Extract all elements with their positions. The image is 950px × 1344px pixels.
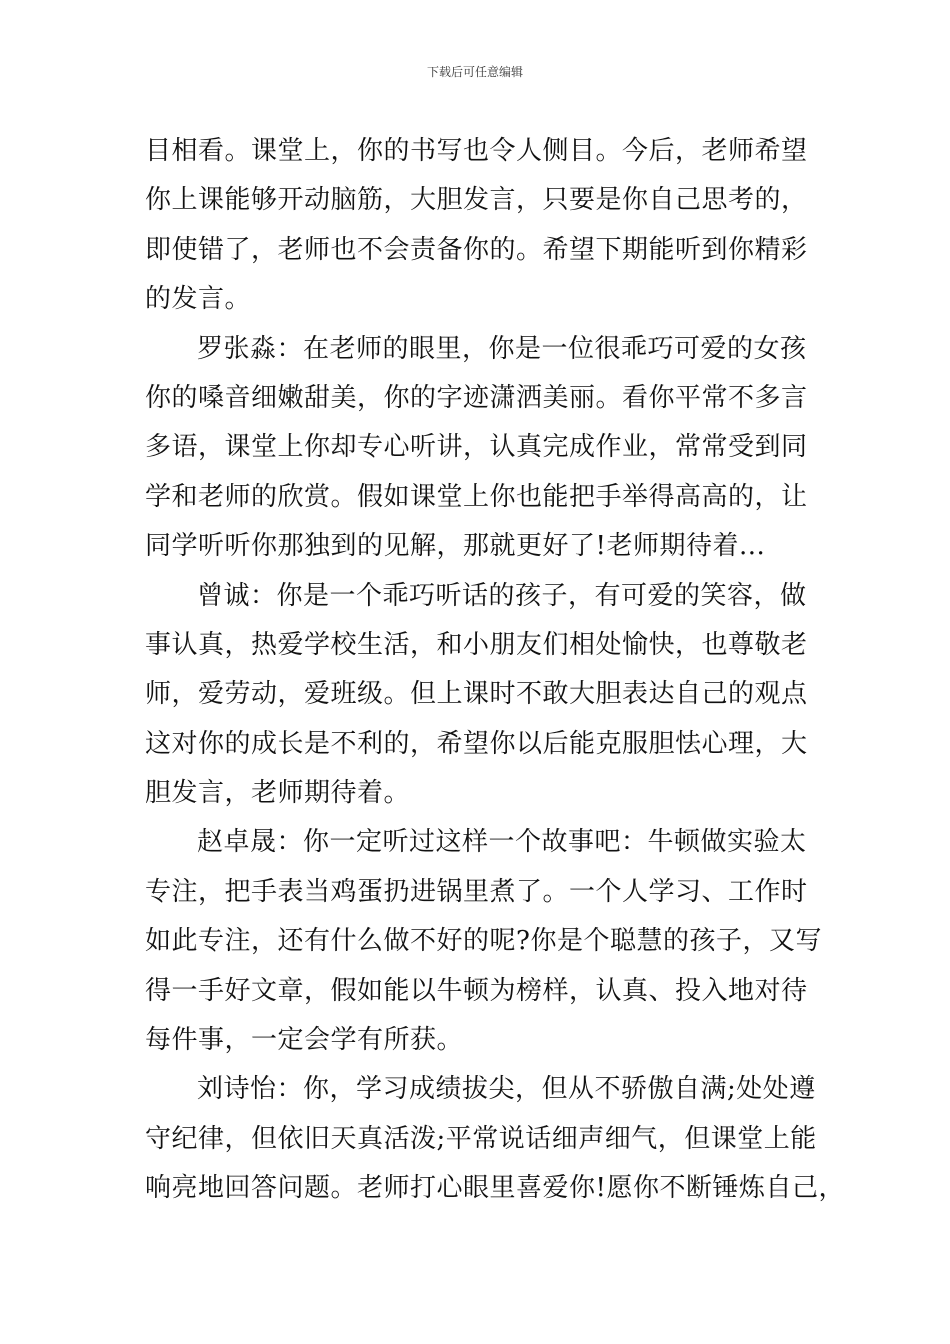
paragraph-continuation xyxy=(145,127,815,325)
text-line: 这对你的成长是不利的，希望你以后能克服胆怯心理，大 xyxy=(145,728,808,759)
text-line: 曾诚：你是一个乖巧听话的孩子，有可爱的笑容，做 xyxy=(197,580,807,611)
paragraph-zhao-zhuosheng xyxy=(145,818,822,1065)
text-line: 学和老师的欣赏。假如课堂上你也能把手举得高高的，让 xyxy=(145,481,808,512)
text-line: 如此专注，还有什么做不好的呢?你是个聪慧的孩子，又写 xyxy=(145,926,822,957)
text-line: 目相看。课堂上，你的书写也令人侧目。今后，老师希望 xyxy=(145,136,808,166)
text-line: 同学听听你那独到的见解，那就更好了!老师期待着... xyxy=(145,531,766,562)
text-line: 每件事，一定会学有所获。 xyxy=(145,1025,464,1056)
paragraph-zeng-cheng xyxy=(145,572,815,819)
page-header: 下载后可任意编辑 xyxy=(426,65,523,79)
text-line: 赵卓晟：你一定听过这样一个故事吧：牛顿做实验太 xyxy=(197,827,807,858)
text-line: 师，爱劳动，爱班级。但上课时不敢大胆表达自己的观点 xyxy=(145,679,808,710)
text-line: 响亮地回答问题。老师打心眼里喜爱你!愿你不断锤炼自己， xyxy=(145,1173,845,1204)
text-line: 胆发言，老师期待着。 xyxy=(145,778,411,809)
text-line: 你上课能够开动脑筋，大胆发言，只要是你自己思考的， xyxy=(145,185,808,216)
text-line: 守纪律，但依旧天真活泼;平常说话细声细气，但课堂上能 xyxy=(145,1123,817,1154)
text-line: 的发言。 xyxy=(145,284,252,315)
text-line: 多语，课堂上你却专心听讲，认真完成作业，常常受到同 xyxy=(145,432,808,463)
text-line: 得一手好文章，假如能以牛顿为榜样，认真、投入地对待 xyxy=(145,975,808,1006)
text-line: 即使错了，老师也不会责备你的。希望下期能听到你精彩 xyxy=(145,234,808,265)
text-line: 你的嗓音细嫩甜美，你的字迹潇洒美丽。看你平常不多言 xyxy=(145,382,808,413)
paragraph-liu-shiyi xyxy=(145,1065,845,1213)
text-line: 事认真，热爱学校生活，和小朋友们相处愉快，也尊敬老 xyxy=(145,629,808,660)
text-line: 刘诗怡：你，学习成绩拔尖，但从不骄傲自满;处处遵 xyxy=(197,1074,816,1105)
text-line: 罗张淼：在老师的眼里，你是一位很乖巧可爱的女孩 xyxy=(197,333,807,364)
document-body xyxy=(145,127,845,1214)
paragraph-luo-zhangmiao xyxy=(145,325,815,572)
text-line: 专注，把手表当鸡蛋扔进锅里煮了。一个人学习、工作时 xyxy=(145,876,808,907)
